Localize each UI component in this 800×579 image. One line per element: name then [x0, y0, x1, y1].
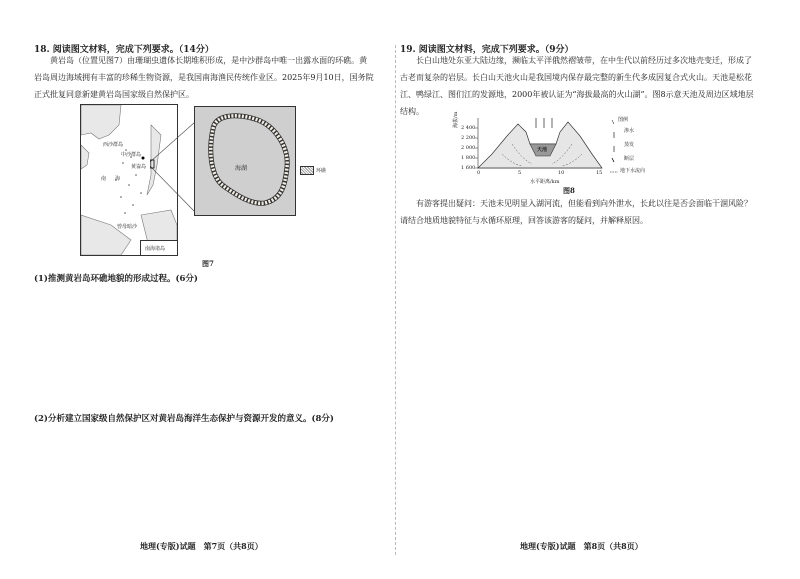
- map-inset-caption-box: [140, 240, 177, 255]
- diagram-y-tick-2400: 2 400: [461, 125, 476, 131]
- page-divider: [395, 45, 396, 555]
- legend-atoll-swatch: [300, 166, 314, 175]
- diagram-x-axis-label: 水平距离/km: [530, 179, 560, 185]
- footer-page-7: 地理(专版)试题 第7页（共8页）: [140, 541, 263, 551]
- diagram-legend-title: 图例: [618, 117, 629, 123]
- diagram-y-tick-1800: 1 800: [461, 155, 476, 161]
- diagram-x-tick-15: 15: [596, 170, 603, 176]
- diagram-x-tick-5: 5: [518, 170, 522, 176]
- map-label-nan: 南: [101, 176, 107, 182]
- figure-8-caption: 图8: [563, 186, 575, 195]
- q18-paragraph: 黄岩岛（位置见图7）由珊瑚虫遗体长期堆积形成，是中沙群岛中唯一出露水面的环礁。黄岩岛周边海域拥有丰富的珍稀生物资源，是我国南海渔民传统作业区。2025年9月10日，国务院正式批复同意新建黄岩岛国家级自然保护区。: [34, 56, 374, 99]
- q18-sub2: (2)分析建立国家级自然保护区对黄岩岛海洋生态保护与资源开发的意义。(8分): [34, 414, 334, 424]
- q18-sub1: (1)推测黄岩岛环礁地貌的形成过程。(6分): [34, 274, 198, 284]
- diagram-legend-fault: 断层: [624, 156, 635, 162]
- q19-paragraph: 长白山地处东亚大陆边缘，濒临太平洋俄然褶皱带，在中生代以前经历过多次地壳变迁，形成了古老而复杂的岩层。长白山天池火山是我国境内保存最完整的新生代多成因复合式火山。天池是松花江、鸭绿江、图们江的发源地，2000年被认证为“海拔最高的火山湖”。图8示意天池及周边区域地层结构。: [400, 56, 754, 116]
- q19-question-paragraph: 有游客提出疑问：天池未见明显入湖河流，但能看到向外泄水，长此以往是否会面临干涸风险？请结合地质地貌特征与水循环原理，回答该游客的疑问，并解释原因。: [400, 199, 752, 225]
- map-label-nanhai-zhudao: 南海诸岛: [145, 246, 166, 252]
- diagram-legend-groundwater: 地下水流向: [620, 168, 646, 174]
- diagram-y-tick-2200: 2 200: [461, 135, 476, 141]
- diagram-x-tick-0: 0: [477, 170, 481, 176]
- legend-atoll-label: 环礁: [316, 168, 327, 174]
- diagram-x-tick-10: 10: [558, 170, 565, 176]
- q19-heading: 19. 阅读图文材料，完成下列要求。（9分）: [400, 45, 574, 55]
- diagram-y-axis-label: 海拔/m: [453, 111, 459, 128]
- map-label-zhongsha: 中沙群岛: [121, 152, 142, 158]
- zoom-connector-lines: [150, 120, 200, 220]
- map-label-huangyan: 黄岩岛: [131, 164, 147, 170]
- diagram-y-tick-1600: 1 600: [461, 165, 476, 171]
- tianchi-cross-section-diagram: [452, 111, 682, 194]
- atoll-lagoon-label: 海湖: [235, 165, 248, 172]
- footer-page-8: 地理(专版)试题 第8页（共8页）: [520, 541, 643, 551]
- diagram-legend-seepage: 渗水: [624, 128, 635, 134]
- diagram-legend-evaporation: 蒸发: [624, 142, 635, 148]
- atoll-inset-map: [194, 106, 296, 216]
- atoll-drawing: [195, 107, 295, 215]
- map-label-xisha: 西沙群岛: [103, 142, 124, 148]
- map-label-hai: 海: [115, 176, 121, 182]
- diagram-lake-label: 天池: [537, 147, 548, 153]
- figure-7-caption: 图7: [202, 259, 214, 268]
- map-label-zengmu: 曾母暗沙: [117, 224, 138, 230]
- q18-heading: 18. 阅读图文材料，完成下列要求。（14分）: [34, 45, 214, 55]
- diagram-y-tick-2000: 2 000: [461, 145, 476, 151]
